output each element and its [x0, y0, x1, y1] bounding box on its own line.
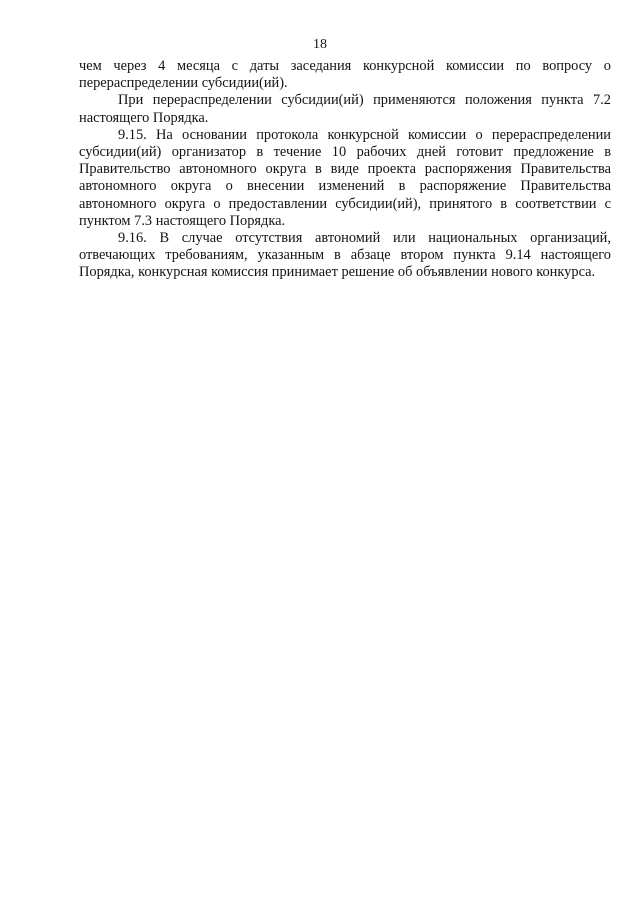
paragraph-continuation	[79, 58, 611, 92]
paragraph-number: 9.15.	[118, 126, 147, 143]
page-number: 18	[313, 37, 327, 52]
paragraph-7-2-reference	[79, 92, 611, 126]
paragraph-9-15	[79, 127, 611, 230]
document-body	[79, 58, 611, 282]
paragraph-number: 9.16.	[118, 230, 147, 247]
paragraph-text: В случае отсутствия автономий или национальных организаций, отвечающих требованиям, указанным в абзаце втором пункта 9.14 настоящего Порядка, конкурсная комиссия принимает решение об объявлении нового конкурса.	[79, 230, 611, 281]
paragraph-text: чем через 4 месяца с даты заседания конкурсной комиссии по вопросу о перераспределении субсидии(ий).	[79, 58, 611, 92]
paragraph-text: На основании протокола конкурсной комиссии о перераспределении субсидии(ий) организатор в течение 10 рабочих дней готовит предложение в Правительство автономного округа в виде проекта распоряжения Правительства автономного округа о внесении изменений в распоряжение Правительства автономного округа о предоставлении субсидии(ий), принятого в соответствии с пунктом 7.3 настоящего Порядка.	[79, 126, 611, 229]
paragraph-9-16	[79, 230, 611, 282]
paragraph-text: При перераспределении субсидии(ий) применяются положения пункта 7.2 настоящего Порядка.	[79, 92, 611, 126]
